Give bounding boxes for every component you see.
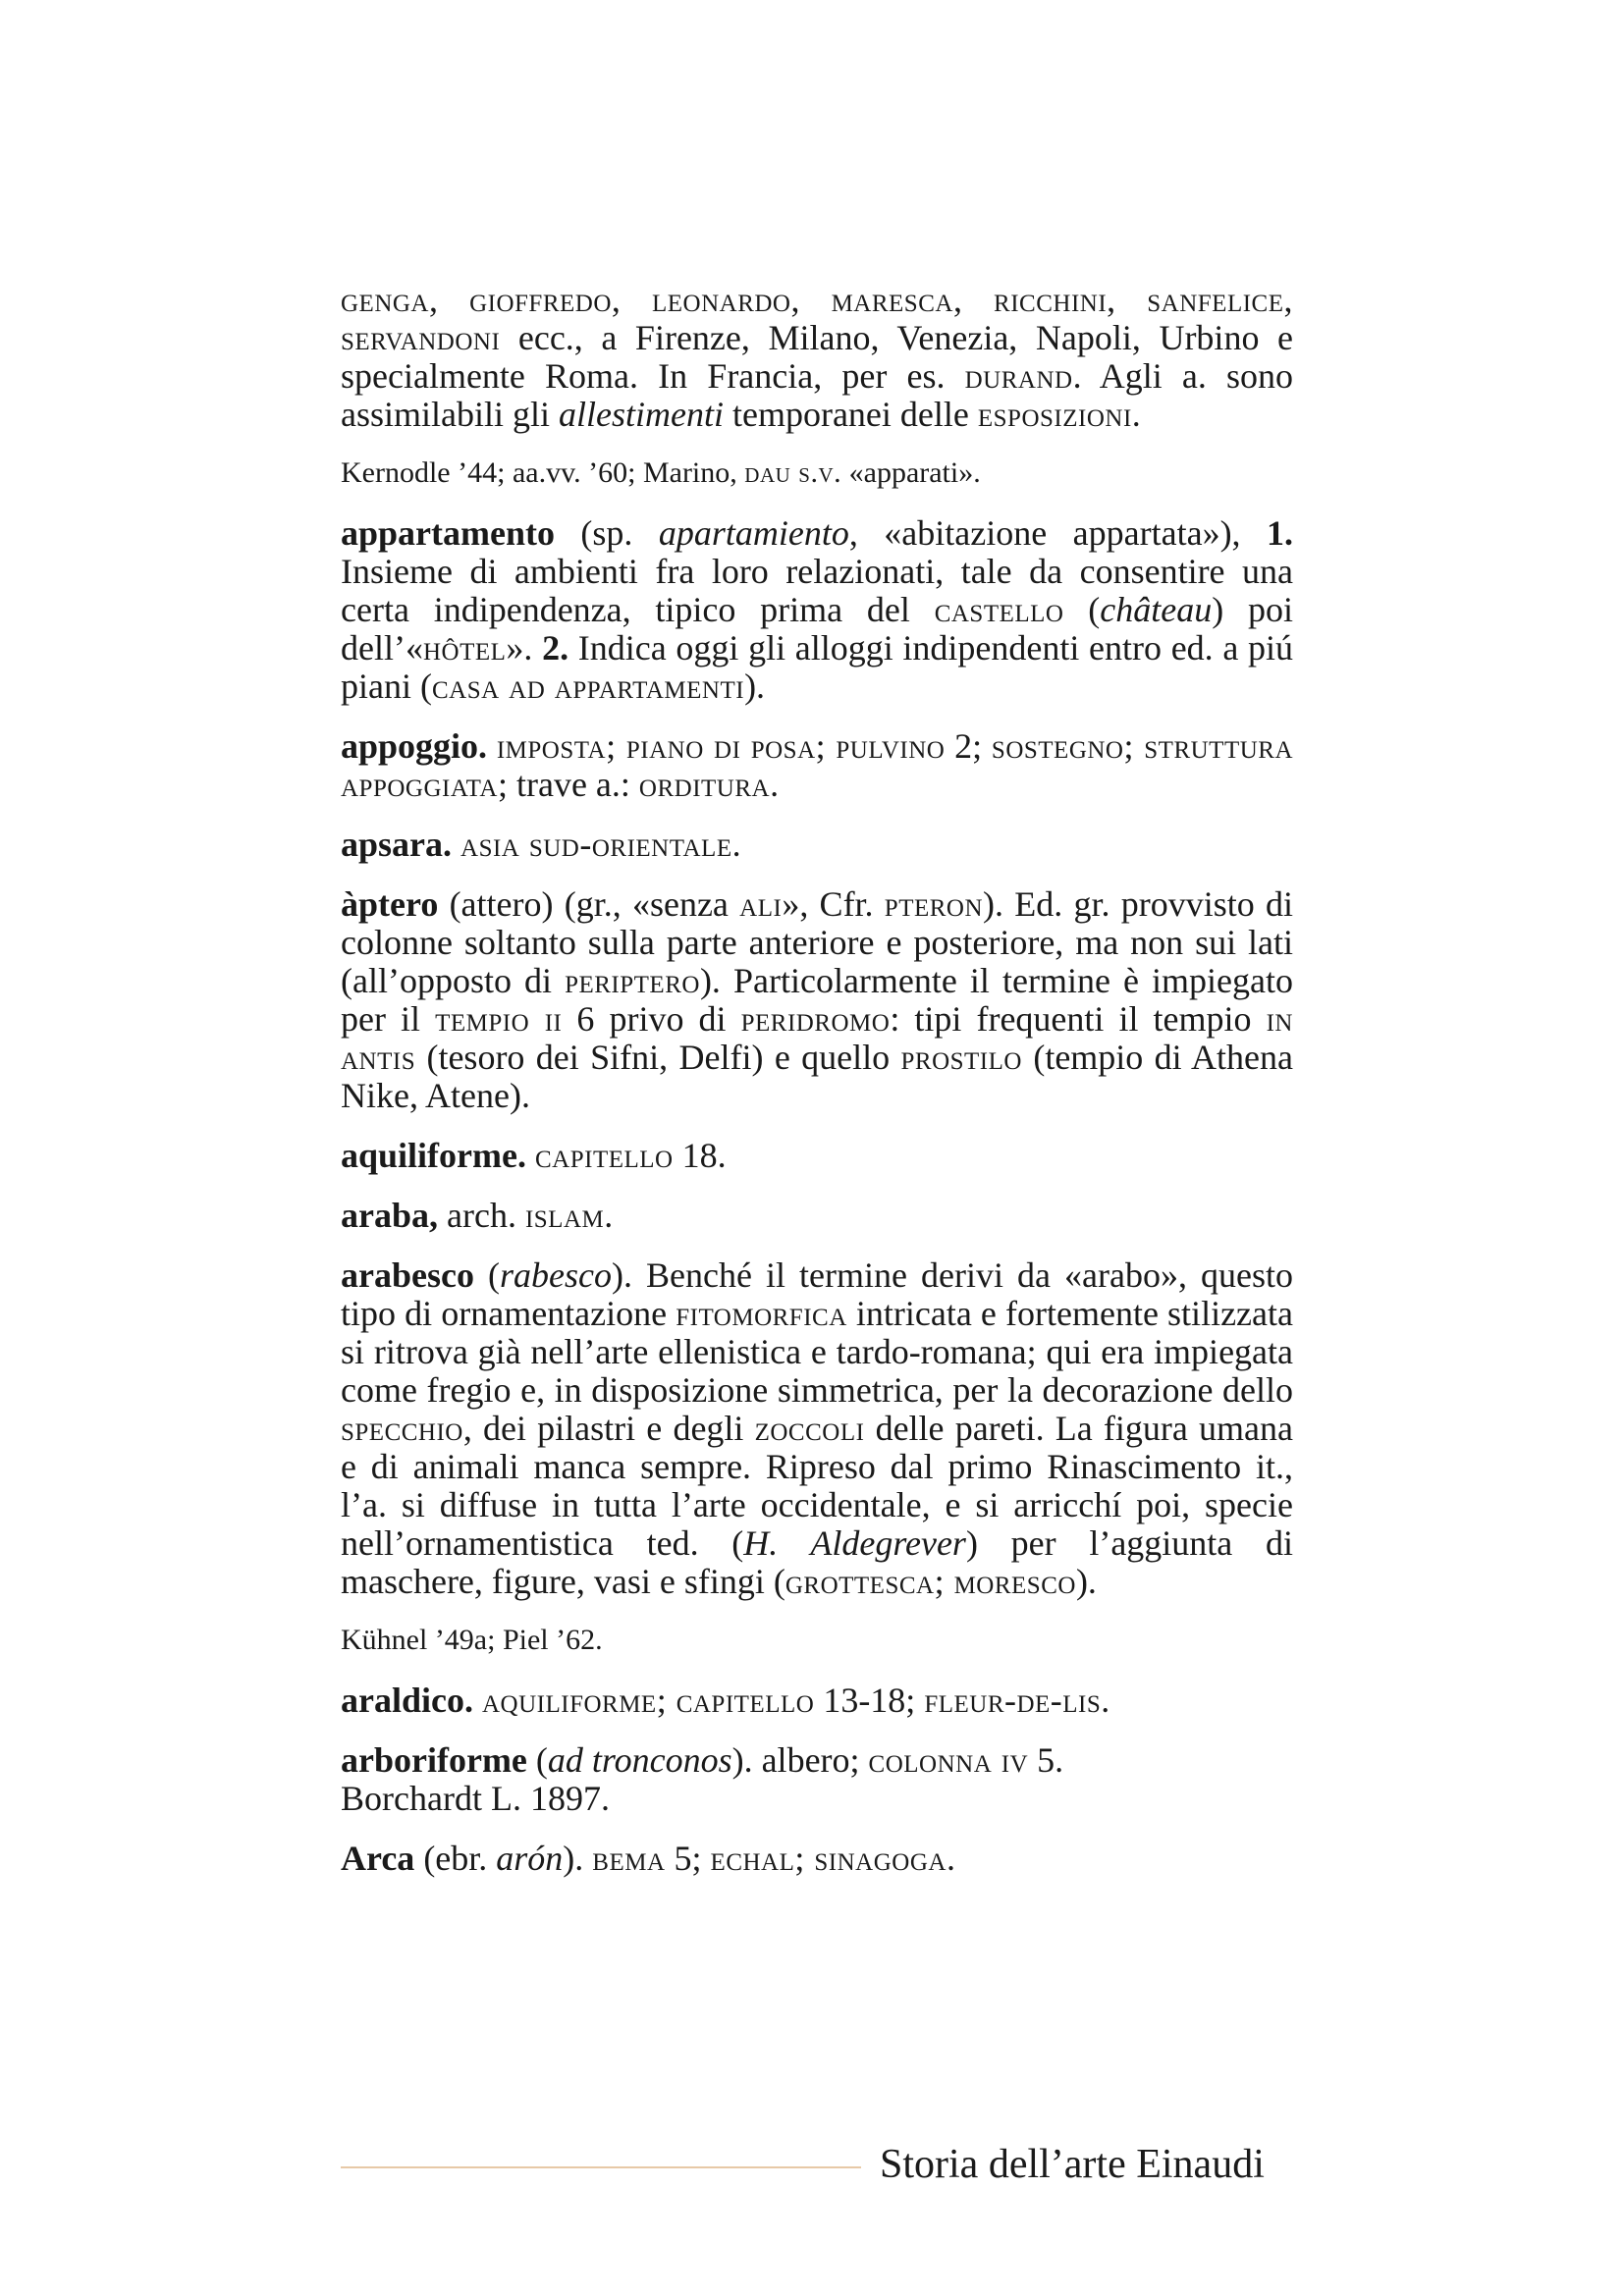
cross-reference: fitomorfica [676,1294,847,1333]
cross-reference: grottesca; moresco [784,1562,1076,1601]
headword: arboriforme [341,1740,527,1780]
entry-text: . Agli a. sono assimilabili gli [341,356,1293,434]
entry-text: . [770,765,780,804]
bibliography-reference [341,455,1293,491]
italic-term: ad tronconos [547,1740,732,1780]
entry-text: ). [1075,1562,1097,1601]
entry-text: «apparati». [841,456,981,489]
dictionary-entry [341,1682,1293,1720]
headword: àptero [341,884,439,924]
entry-text: ( [526,1740,548,1780]
entry-text: ». [506,628,543,667]
cross-reference: asia sud-orientale [460,825,732,864]
entry-text: . [946,1839,955,1878]
cross-reference: zoccoli [754,1409,865,1448]
italic-term: château [1100,590,1213,629]
entry-text: ecc., a Firenze, Milano, Venezia, Napoli, Urbino e specialmente Roma. In Francia, per es. [341,318,1293,396]
entry-text: Indica oggi gli alloggi indipendenti entro ed. a piú piani ( [341,628,1293,706]
entry-text [526,1136,535,1175]
italic-term: H. Aldegrever [743,1523,966,1563]
cross-reference: prostilo [900,1038,1022,1077]
entry-text: (tesoro dei Sifni, Delfi) e quello [415,1038,901,1077]
dictionary-entry [341,281,1293,434]
headword: 1. [1267,513,1293,553]
entry-text: . [1101,1681,1110,1720]
entry-text: (tempio di Athena Nike, Atene). [341,1038,1293,1115]
dictionary-entry [341,885,1293,1115]
entry-text: . [604,1196,614,1235]
cross-reference: tempio ii [435,999,563,1039]
cross-reference: durand [964,356,1073,396]
entry-text: (attero) (gr., «senza [438,884,740,924]
cross-reference: ali [739,884,783,924]
entry-text: 13-18; [814,1681,925,1720]
italic-term: allestimenti [559,395,724,434]
footer-title: Storia dell’arte Einaudi [880,2142,1265,2187]
cross-reference: specchio [341,1409,463,1448]
dictionary-entry [341,514,1293,706]
cross-reference: hôtel [422,628,507,667]
headword: appoggio. [341,726,488,766]
entry-text: (ebr. [414,1839,497,1878]
entry-text: : tipi frequenti il tempio [890,999,1267,1039]
entry-text: ). Ed. gr. provvisto di colonne soltanto sulla parte anteriore e posteriore, ma non sui lati (all’opposto di [341,884,1293,1000]
headword: apsara. [341,825,453,864]
entry-text: delle pareti. La figura umana e di animali manca sempre. Ripreso dal primo Rinascimento it., l’a. si diffuse in tutta l’arte occidentale, e si arricchí poi, specie nell’ornamentistica ted. ( [341,1409,1293,1563]
cross-reference: bema [592,1839,666,1878]
headword: 2. [542,628,569,667]
cross-reference: pteron [884,884,984,924]
headword: araldico. [341,1681,473,1720]
entry-text: 18. [673,1136,727,1175]
cross-reference: aquiliforme; capitello [481,1681,815,1720]
cross-reference: periptero [565,961,700,1000]
cross-reference: genga, gioffredo, leonardo, maresca, ricchini, sanfelice, servandoni [341,280,1293,357]
entry-text: ; trave a.: [497,765,639,804]
entry-text: ). [563,1839,593,1878]
entry-text [452,825,460,864]
cross-reference: capitello [534,1136,674,1175]
entry-text: intricata e fortemente stilizzata si ritrova già nell’arte ellenistica e tardo-romana; qui era impiegata come fregio e, in disposizione simmetrica, per la decorazione dello [341,1294,1293,1410]
dictionary-entry [341,1197,1293,1235]
cross-reference: esposizioni [977,395,1132,434]
dictionary-entry [341,1741,1293,1818]
footer-rule [341,2166,861,2168]
italic-term: apartamiento [658,513,849,553]
entry-text: . [1131,395,1141,434]
entry-text: ( [473,1255,500,1295]
bibliography-reference [341,1623,1293,1658]
italic-term: rabesco [500,1255,612,1295]
cross-reference: dau s.v. [744,456,842,489]
entry-text: ). albero; [731,1740,869,1780]
entry-text: Kühnel ’49a; Piel ’62. [341,1624,603,1656]
cross-reference: orditura [638,765,771,804]
entry-text: 2; [945,726,992,766]
italic-term: arón [496,1839,564,1878]
entry-text: ). Particolarmente il termine è impiegato per il [341,961,1293,1039]
dictionary-entry [341,1137,1293,1175]
entry-text: (sp. [555,513,659,553]
cross-reference: islam [524,1196,605,1235]
cross-reference: imposta; piano di posa; pulvino [496,726,946,766]
cross-reference: fleur-de-lis [924,1681,1102,1720]
entry-text: ) poi dell’« [341,590,1293,667]
entry-text: arch. [438,1196,525,1235]
entry-text: 6 privo di [562,999,741,1039]
entry-text [473,1681,482,1720]
dictionary-text [341,281,1293,1899]
entry-text [487,726,497,766]
entry-text: ) per l’aggiunta di maschere, figure, vasi e sfingi ( [341,1523,1293,1601]
headword: araba, [341,1196,438,1235]
entry-text: temporanei delle [723,395,978,434]
headword: appartamento [341,513,555,553]
dictionary-entry [341,1256,1293,1601]
cross-reference: in antis [341,999,1293,1077]
entry-text: ). [744,667,766,706]
entry-text: . [731,825,741,864]
cross-reference: peridromo [740,999,891,1039]
headword: aquiliforme. [341,1136,526,1175]
entry-text: , dei pilastri e degli [462,1409,755,1448]
dictionary-entry [341,727,1293,804]
cross-reference: sostegno; struttura appoggiata [341,726,1294,804]
entry-text: », Cfr. [782,884,885,924]
entry-text: , «abitazione appartata»), [848,513,1267,553]
dictionary-entry [341,826,1293,864]
entry-text: ( [1063,590,1101,629]
cross-reference: echal; sinagoga [710,1839,947,1878]
entry-text: 5; [665,1839,711,1878]
headword: arabesco [341,1255,474,1295]
cross-reference: castello [934,590,1064,629]
entry-text: Insieme di ambienti fra loro relazionati, tale da consentire una certa indipendenza, tipico prima del [341,552,1293,629]
entry-text: Kernodle ’44; aa.vv. ’60; Marino, [341,456,745,489]
cross-reference: colonna iv [868,1740,1029,1780]
cross-reference: casa ad appartamenti [431,667,745,706]
headword: Arca [341,1839,415,1878]
dictionary-entry [341,1840,1293,1878]
entry-text: 5. Borchardt L. 1897. [341,1740,1064,1818]
entry-text: ). Benché il termine derivi da «arabo», questo tipo di ornamentazione [341,1255,1293,1333]
